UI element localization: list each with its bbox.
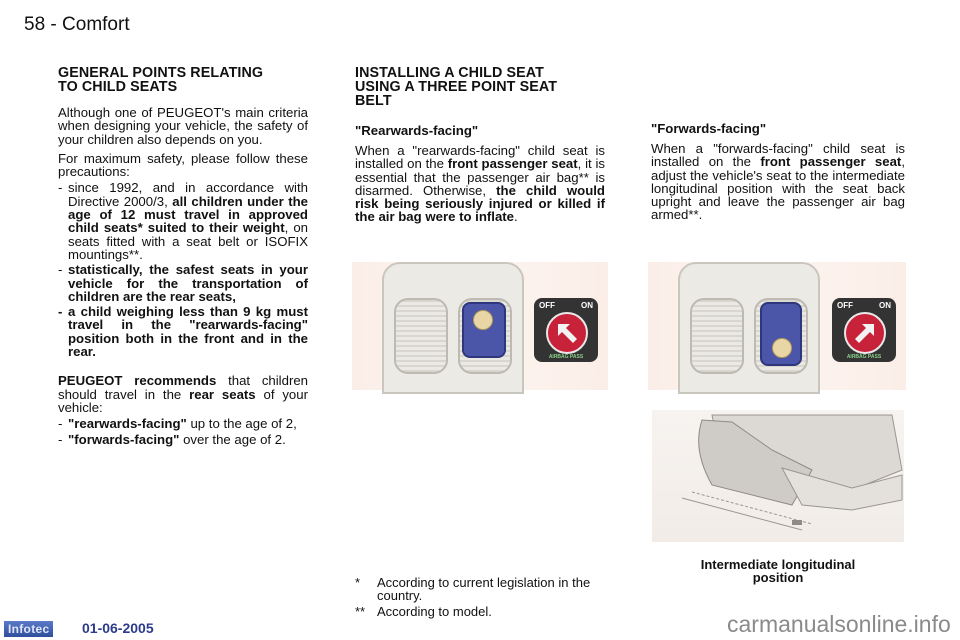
child-figure	[473, 310, 493, 330]
title-line: TO CHILD SEATS	[58, 79, 178, 95]
bold-text: front passenger seat	[447, 156, 578, 172]
bold-text: all children under the age of 12 must travel in approved child seats* suited to their weight	[68, 193, 308, 236]
text: .	[514, 209, 518, 225]
text: over the age of 2.	[179, 431, 286, 447]
title-line: INSTALLING A CHILD SEAT	[355, 65, 544, 81]
text: since 1992, and in accordance with Directive 2000/3,	[68, 180, 308, 209]
precaution-item	[58, 181, 308, 261]
forwards-paragraph	[651, 142, 905, 222]
list-dash: -	[58, 180, 63, 196]
bold-text: statistically, the safest seats in your vehicle for the transportation of children are the rear seats,	[68, 262, 308, 304]
switch-off-label: OFF	[539, 301, 555, 310]
precaution-item	[58, 305, 308, 358]
footnote-mark: **	[355, 604, 366, 619]
seat-rail-diagram	[652, 410, 904, 542]
title-line: BELT	[355, 93, 392, 109]
footnote	[355, 605, 607, 618]
text: When a "forwards-facing" child seat is installed on the	[651, 141, 905, 170]
list-dash: -	[58, 304, 63, 320]
bold-text: front passenger seat	[760, 154, 902, 170]
general-points-title	[58, 66, 308, 94]
title-line: USING A THREE POINT SEAT	[355, 79, 558, 95]
footnote-text: According to current legislation in the country.	[377, 575, 591, 603]
arrow-up-left-icon	[546, 312, 588, 354]
precaution-text	[68, 263, 308, 303]
seat-position-caption	[652, 558, 904, 584]
switch-on-label: ON	[581, 301, 593, 310]
header-separator: -	[50, 14, 57, 35]
text: of your vehicle:	[58, 386, 308, 415]
precaution-item	[58, 263, 308, 303]
switch-off-label: OFF	[837, 301, 853, 310]
watermark: carmanualsonline.info	[727, 611, 951, 637]
bold-text: a child weighing less than 9 kg must travel in the "rearwards-facing" position both in the front and in the rear.	[68, 304, 308, 360]
general-points-column	[58, 66, 308, 448]
switch-label: AIRBAG PASS	[548, 354, 584, 360]
footer-date: 01-06-2005	[82, 620, 154, 636]
rearwards-heading: "Rearwards-facing"	[355, 123, 479, 138]
switch-label: AIRBAG PASS	[846, 354, 882, 360]
list-dash: -	[58, 262, 63, 278]
bold-text: the child would risk being seriously injured or killed if the air bag were to inflate	[355, 182, 605, 225]
switch-on-label: ON	[879, 301, 891, 310]
driver-seat	[690, 298, 744, 374]
rearwards-paragraph	[355, 144, 605, 224]
text: , it is essential that the passenger air bag** is disarmed. Otherwise,	[355, 156, 606, 198]
forwards-heading: "Forwards-facing"	[651, 121, 767, 136]
driver-seat	[394, 298, 448, 374]
caption-line: position	[752, 570, 804, 585]
infotec-badge: Infotec	[4, 621, 53, 637]
text: When a "rearwards-facing" child seat is installed on the	[355, 143, 605, 172]
bold-text: rear seats	[189, 386, 256, 402]
installing-title	[355, 66, 605, 108]
bold-text: "rearwards-facing"	[68, 416, 187, 432]
list-dash: -	[58, 431, 63, 447]
precaution-text	[68, 305, 308, 358]
list-dash: -	[58, 416, 63, 432]
title-line: GENERAL POINTS RELATING	[58, 65, 264, 81]
forwards-facing-illustration	[648, 262, 906, 390]
installing-column	[355, 66, 605, 230]
precautions-intro: For maximum safety, please follow these precautions:	[58, 150, 308, 180]
intro-paragraph: Although one of PEUGEOT's main criteria when designing your vehicle, the safety of your children also depends on you.	[58, 105, 308, 147]
bold-text: "forwards-facing"	[68, 431, 180, 447]
text: , adjust the vehicle's seat to the intermediate longitudinal position with the seat back upright and leave the passenger air bag armed**.	[651, 154, 905, 223]
airbag-switch-off	[534, 298, 598, 362]
recommend-item	[58, 417, 308, 430]
recommend-paragraph	[58, 374, 308, 414]
airbag-switch-on	[832, 298, 896, 362]
rearwards-facing-illustration	[352, 262, 608, 390]
recommend-text	[68, 417, 308, 430]
child-figure	[772, 338, 792, 358]
footnotes	[355, 576, 607, 621]
forwards-column	[651, 121, 905, 228]
arrow-up-right-icon	[844, 312, 886, 354]
caption-line: Intermediate longitudinal	[700, 557, 856, 572]
page-number: 58	[24, 14, 46, 35]
footnote-mark: *	[355, 575, 361, 590]
bold-text: PEUGEOT recommends	[58, 373, 217, 389]
text: , on seats fitted with a seat belt or ISOFIX mountings**.	[68, 220, 308, 262]
section-title: Comfort	[62, 14, 130, 35]
seat-position-illustration	[652, 410, 904, 542]
recommend-text	[68, 433, 308, 446]
text: up to the age of 2,	[186, 416, 297, 432]
recommend-item	[58, 433, 308, 446]
precaution-text	[68, 181, 308, 261]
footnote-text: According to model.	[377, 604, 492, 619]
footnote	[355, 576, 607, 602]
text: that children should travel in the	[58, 373, 309, 402]
page-header	[24, 14, 130, 36]
